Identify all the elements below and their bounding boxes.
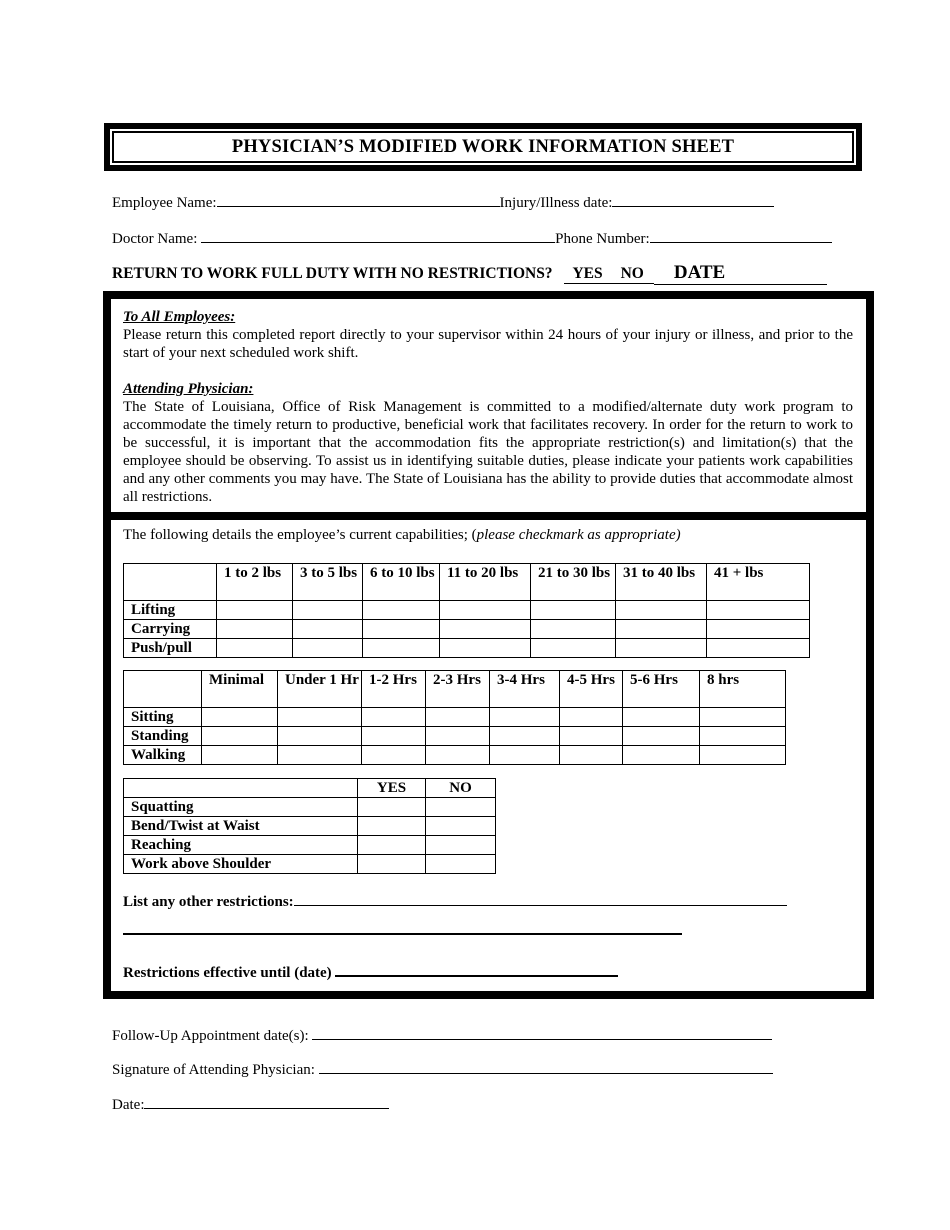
checkbox-cell[interactable] bbox=[202, 708, 278, 727]
weight-header: 21 to 30 lbs bbox=[531, 564, 616, 601]
capabilities-intro bbox=[123, 527, 681, 544]
checkbox-cell[interactable] bbox=[426, 855, 496, 874]
injury-date-field[interactable] bbox=[612, 191, 774, 207]
checkbox-cell[interactable] bbox=[440, 639, 531, 658]
checkbox-cell[interactable] bbox=[707, 601, 810, 620]
checkbox-cell[interactable] bbox=[700, 746, 786, 765]
checkbox-cell[interactable] bbox=[363, 601, 440, 620]
checkbox-cell[interactable] bbox=[700, 708, 786, 727]
physician-text: The State of Louisiana, Office of Risk Management is committed to a modified/alternate duty work program to accommodate the timely return to productive, beneficial work that facilitates recovery. In order for the return to work to be successful, it is important that the accommodation fits the appropriate restriction(s) and limitation(s) that the employee should be observing. To assist us in identifying suitable duties, please indicate your patients work capabilities and any other comments you may have. The State of Louisiana has the ability to provide duties that accommodate almost all restrictions. bbox=[123, 399, 853, 505]
yesno-row-label: Work above Shoulder bbox=[124, 855, 358, 874]
checkbox-cell[interactable] bbox=[202, 746, 278, 765]
phone-number-field[interactable] bbox=[650, 227, 832, 243]
employees-text: Please return this completed report directly to your supervisor within 24 hours of your injury or illness, and prior to the start of your next scheduled work shift. bbox=[123, 327, 853, 361]
checkbox-cell[interactable] bbox=[616, 620, 707, 639]
checkbox-cell[interactable] bbox=[278, 746, 362, 765]
checkbox-cell[interactable] bbox=[623, 727, 700, 746]
time-corner-cell bbox=[124, 671, 202, 708]
weight-corner-cell bbox=[124, 564, 217, 601]
follow-up-field[interactable] bbox=[312, 1024, 772, 1040]
time-header: 3-4 Hrs bbox=[490, 671, 560, 708]
injury-date-label: Injury/Illness date: bbox=[499, 195, 613, 211]
employees-heading: To All Employees: bbox=[123, 309, 236, 325]
doctor-name-label: Doctor Name: bbox=[112, 231, 198, 247]
checkbox-cell[interactable] bbox=[531, 620, 616, 639]
weight-header: 11 to 20 lbs bbox=[440, 564, 531, 601]
checkbox-cell[interactable] bbox=[293, 601, 363, 620]
yes-header: YES bbox=[358, 779, 426, 798]
other-restrictions-line-2[interactable] bbox=[123, 933, 682, 935]
checkbox-cell[interactable] bbox=[358, 817, 426, 836]
checkbox-cell[interactable] bbox=[293, 620, 363, 639]
date-field[interactable] bbox=[144, 1093, 389, 1109]
section-divider bbox=[111, 512, 866, 520]
employee-name-row bbox=[112, 191, 774, 212]
checkbox-cell[interactable] bbox=[490, 746, 560, 765]
checkbox-cell[interactable] bbox=[440, 601, 531, 620]
restrictions-until-label: Restrictions effective until (date) bbox=[123, 965, 332, 981]
checkbox-cell[interactable] bbox=[616, 639, 707, 658]
restrictions-until-field[interactable] bbox=[335, 960, 618, 977]
yesno-row-label: Reaching bbox=[124, 836, 358, 855]
checkbox-cell[interactable] bbox=[426, 817, 496, 836]
follow-up-label: Follow-Up Appointment date(s): bbox=[112, 1028, 309, 1044]
time-header: 5-6 Hrs bbox=[623, 671, 700, 708]
time-header: 4-5 Hrs bbox=[560, 671, 623, 708]
yesno-table bbox=[123, 778, 496, 874]
date-field-label: Date: bbox=[112, 1097, 145, 1113]
weight-header: 1 to 2 lbs bbox=[217, 564, 293, 601]
time-row-label: Standing bbox=[124, 727, 202, 746]
checkbox-cell[interactable] bbox=[623, 708, 700, 727]
checkbox-cell[interactable] bbox=[362, 746, 426, 765]
checkbox-cell[interactable] bbox=[616, 601, 707, 620]
weight-header: 41 + lbs bbox=[707, 564, 810, 601]
checkbox-cell[interactable] bbox=[363, 639, 440, 658]
checkbox-cell[interactable] bbox=[426, 836, 496, 855]
yesno-row-label: Squatting bbox=[124, 798, 358, 817]
follow-up-row bbox=[112, 1024, 772, 1045]
checkbox-cell[interactable] bbox=[362, 708, 426, 727]
checkbox-cell[interactable] bbox=[531, 639, 616, 658]
page-title: PHYSICIAN’S MODIFIED WORK INFORMATION SHEET bbox=[112, 131, 854, 163]
instructions-section bbox=[123, 308, 853, 506]
checkbox-cell[interactable] bbox=[278, 727, 362, 746]
employee-name-label: Employee Name: bbox=[112, 195, 217, 211]
checkbox-cell[interactable] bbox=[363, 620, 440, 639]
time-header: 1-2 Hrs bbox=[362, 671, 426, 708]
yesno-row-label: Bend/Twist at Waist bbox=[124, 817, 358, 836]
time-row-label: Sitting bbox=[124, 708, 202, 727]
no-option[interactable]: NO bbox=[609, 265, 654, 284]
return-to-work-row bbox=[112, 262, 827, 285]
yes-option[interactable]: YES bbox=[564, 265, 608, 284]
time-header: 8 hrs bbox=[700, 671, 786, 708]
checkbox-cell[interactable] bbox=[358, 798, 426, 817]
date-row bbox=[112, 1093, 389, 1114]
checkbox-cell[interactable] bbox=[531, 601, 616, 620]
no-header: NO bbox=[426, 779, 496, 798]
checkbox-cell[interactable] bbox=[426, 727, 490, 746]
checkbox-cell[interactable] bbox=[560, 708, 623, 727]
checkbox-cell[interactable] bbox=[362, 727, 426, 746]
date-label: DATE bbox=[673, 262, 726, 283]
weight-header: 31 to 40 lbs bbox=[616, 564, 707, 601]
physician-heading: Attending Physician: bbox=[123, 381, 254, 397]
checkbox-cell[interactable] bbox=[560, 746, 623, 765]
other-restrictions-label: List any other restrictions: bbox=[123, 894, 294, 910]
checkbox-cell[interactable] bbox=[426, 746, 490, 765]
checkbox-cell[interactable] bbox=[426, 708, 490, 727]
restrictions-until-row bbox=[123, 960, 618, 982]
time-row-label: Walking bbox=[124, 746, 202, 765]
checkbox-cell[interactable] bbox=[278, 708, 362, 727]
checkbox-cell[interactable] bbox=[202, 727, 278, 746]
phone-number-label: Phone Number: bbox=[555, 231, 650, 247]
checkbox-cell[interactable] bbox=[440, 620, 531, 639]
time-table bbox=[123, 670, 786, 765]
yesno-corner-cell bbox=[124, 779, 358, 798]
weight-header: 3 to 5 lbs bbox=[293, 564, 363, 601]
checkbox-cell[interactable] bbox=[217, 601, 293, 620]
doctor-name-field[interactable] bbox=[201, 227, 555, 243]
signature-label: Signature of Attending Physician: bbox=[112, 1062, 315, 1078]
checkbox-cell[interactable] bbox=[707, 620, 810, 639]
instructions-frame bbox=[103, 291, 874, 999]
checkbox-cell[interactable] bbox=[700, 727, 786, 746]
weight-row-label: Push/pull bbox=[124, 639, 217, 658]
checkbox-cell[interactable] bbox=[217, 639, 293, 658]
weight-row-label: Carrying bbox=[124, 620, 217, 639]
weight-table bbox=[123, 563, 810, 658]
checkbox-cell[interactable] bbox=[560, 727, 623, 746]
time-header: Under 1 Hr bbox=[278, 671, 362, 708]
doctor-name-row bbox=[112, 227, 832, 248]
capabilities-intro-text: The following details the employee’s current capabilities; ( bbox=[123, 527, 477, 543]
checkbox-cell[interactable] bbox=[358, 836, 426, 855]
capabilities-intro-italic: please checkmark as appropriate) bbox=[476, 527, 681, 543]
weight-header: 6 to 10 lbs bbox=[363, 564, 440, 601]
time-header: 2-3 Hrs bbox=[426, 671, 490, 708]
checkbox-cell[interactable] bbox=[490, 727, 560, 746]
time-header: Minimal bbox=[202, 671, 278, 708]
checkbox-cell[interactable] bbox=[707, 639, 810, 658]
checkbox-cell[interactable] bbox=[426, 798, 496, 817]
signature-field[interactable] bbox=[319, 1058, 773, 1074]
return-to-work-question: RETURN TO WORK FULL DUTY WITH NO RESTRICTIONS? bbox=[112, 265, 553, 282]
weight-row-label: Lifting bbox=[124, 601, 217, 620]
title-box bbox=[104, 123, 862, 171]
checkbox-cell[interactable] bbox=[293, 639, 363, 658]
employee-name-field[interactable] bbox=[217, 191, 500, 207]
signature-row bbox=[112, 1058, 773, 1079]
checkbox-cell[interactable] bbox=[490, 708, 560, 727]
other-restrictions-field[interactable] bbox=[294, 890, 787, 906]
checkbox-cell[interactable] bbox=[358, 855, 426, 874]
checkbox-cell[interactable] bbox=[623, 746, 700, 765]
checkbox-cell[interactable] bbox=[217, 620, 293, 639]
other-restrictions-row bbox=[123, 890, 787, 911]
